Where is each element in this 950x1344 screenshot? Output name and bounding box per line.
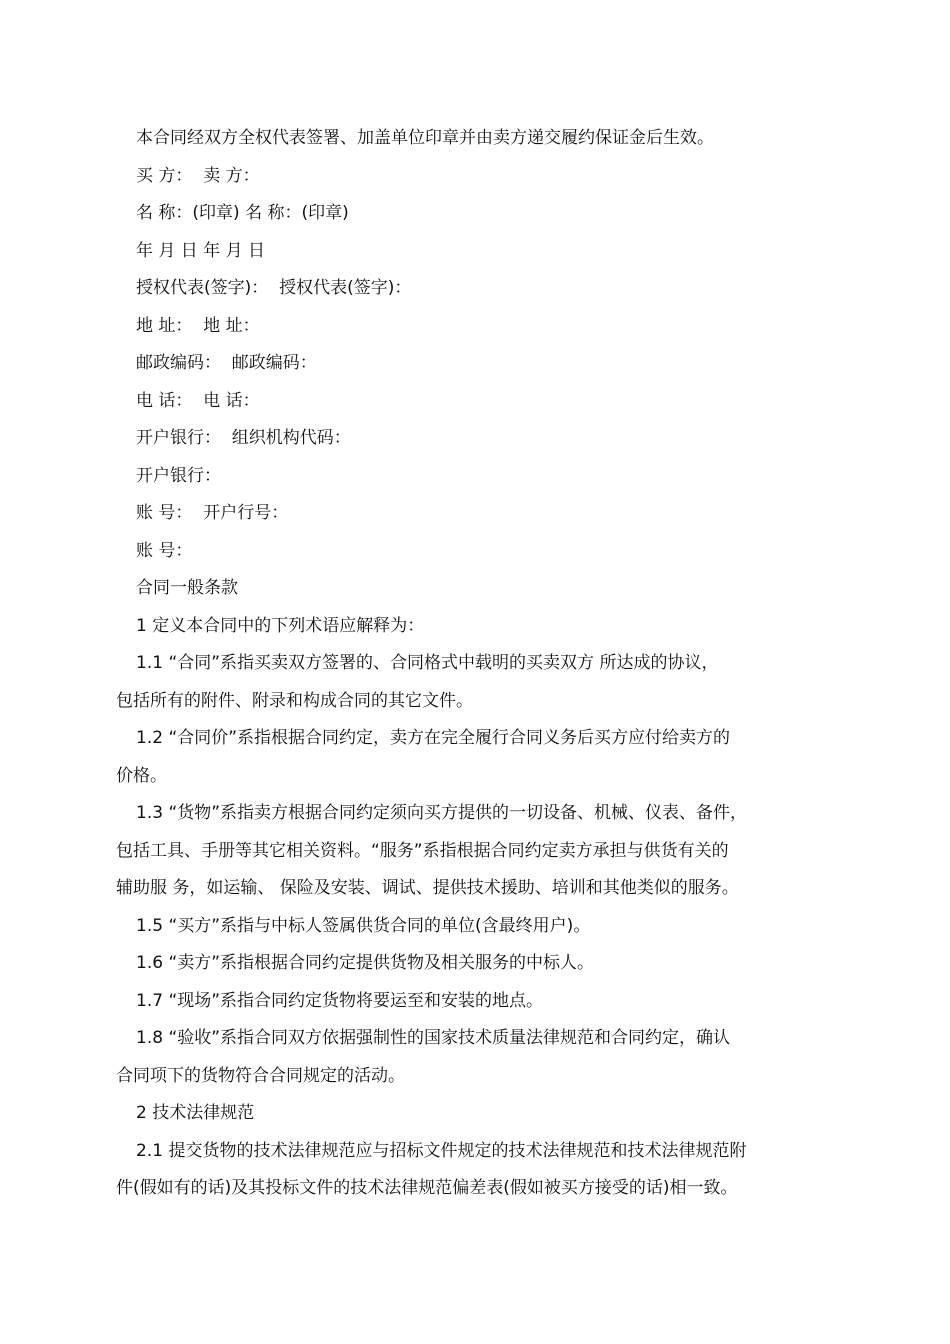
document-line: 邮政编码： 邮政编码：	[136, 353, 317, 373]
document-line: 电 话： 电 话：	[136, 390, 260, 411]
document-line: 1.7 “现场”系指合同约定货物将要运至和安装的地点。	[136, 990, 544, 1011]
document-line: 包括所有的附件、附录和构成合同的其它文件。	[116, 690, 473, 711]
document-line: 本合同经双方全权代表签署、加盖单位印章并由卖方递交履约保证金后生效。	[136, 128, 714, 148]
document-line: 开户银行： 组织机构代码：	[136, 428, 351, 448]
document-line: 1.5 “买方”系指与中标人签属供货合同的单位(含最终用户)。	[136, 915, 591, 936]
document-line: 1.6 “卖方”系指根据合同约定提供货物及相关服务的中标人。	[136, 953, 595, 973]
document-line: 件(假如有的话)及其投标文件的技术法律规范偏差表(假如被买方接受的话)相一致。	[116, 1178, 738, 1198]
document-line: 合同一般条款	[136, 578, 238, 598]
document-line: 2 技术法律规范	[136, 1103, 255, 1123]
document-line: 合同项下的货物符合合同规定的活动。	[116, 1065, 405, 1086]
document-line: 辅助服 务，如运输、 保险及安装、调试、提供技术援助、培训和其他类似的服务。	[116, 878, 739, 898]
document-line: 账 号：	[136, 540, 193, 561]
document-line: 地 址： 地 址：	[136, 315, 260, 336]
document-line: 授权代表(签字)： 授权代表(签字)：	[136, 278, 412, 298]
document-line: 1.2 “合同价”系指根据合同约定，卖方在完全履行合同义务后买方应付给卖方的	[136, 728, 731, 748]
document-line: 1.1 “合同”系指买卖双方签署的、合同格式中载明的买卖双方 所达成的协议，	[136, 653, 719, 673]
document-line: 1.8 “验收”系指合同双方依据强制性的国家技术质量法律规范和合同约定，确认	[136, 1028, 731, 1048]
document-body	[116, 120, 838, 1208]
document-line: 1.3 “货物”系指卖方根据合同约定须向买方提供的一切设备、机械、仪表、备件，	[136, 803, 748, 823]
document-line: 1 定义本合同中的下列术语应解释为：	[136, 615, 425, 636]
document-line: 价格。	[116, 765, 167, 786]
document-line: 年 月 日 年 月 日	[136, 240, 266, 261]
document-line: 买 方： 卖 方：	[136, 165, 260, 186]
document-line: 账 号： 开户行号：	[136, 503, 289, 523]
document-line: 名 称：(印章) 名 称：(印章)	[136, 203, 349, 223]
document-line: 包括工具、手册等其它相关资料。“服务”系指根据合同约定卖方承担与供货有关的	[116, 840, 729, 861]
document-line: 开户银行：	[136, 465, 221, 486]
document-line: 2.1 提交货物的技术法律规范应与招标文件规定的技术法律规范和技术法律规范附	[136, 1140, 747, 1161]
